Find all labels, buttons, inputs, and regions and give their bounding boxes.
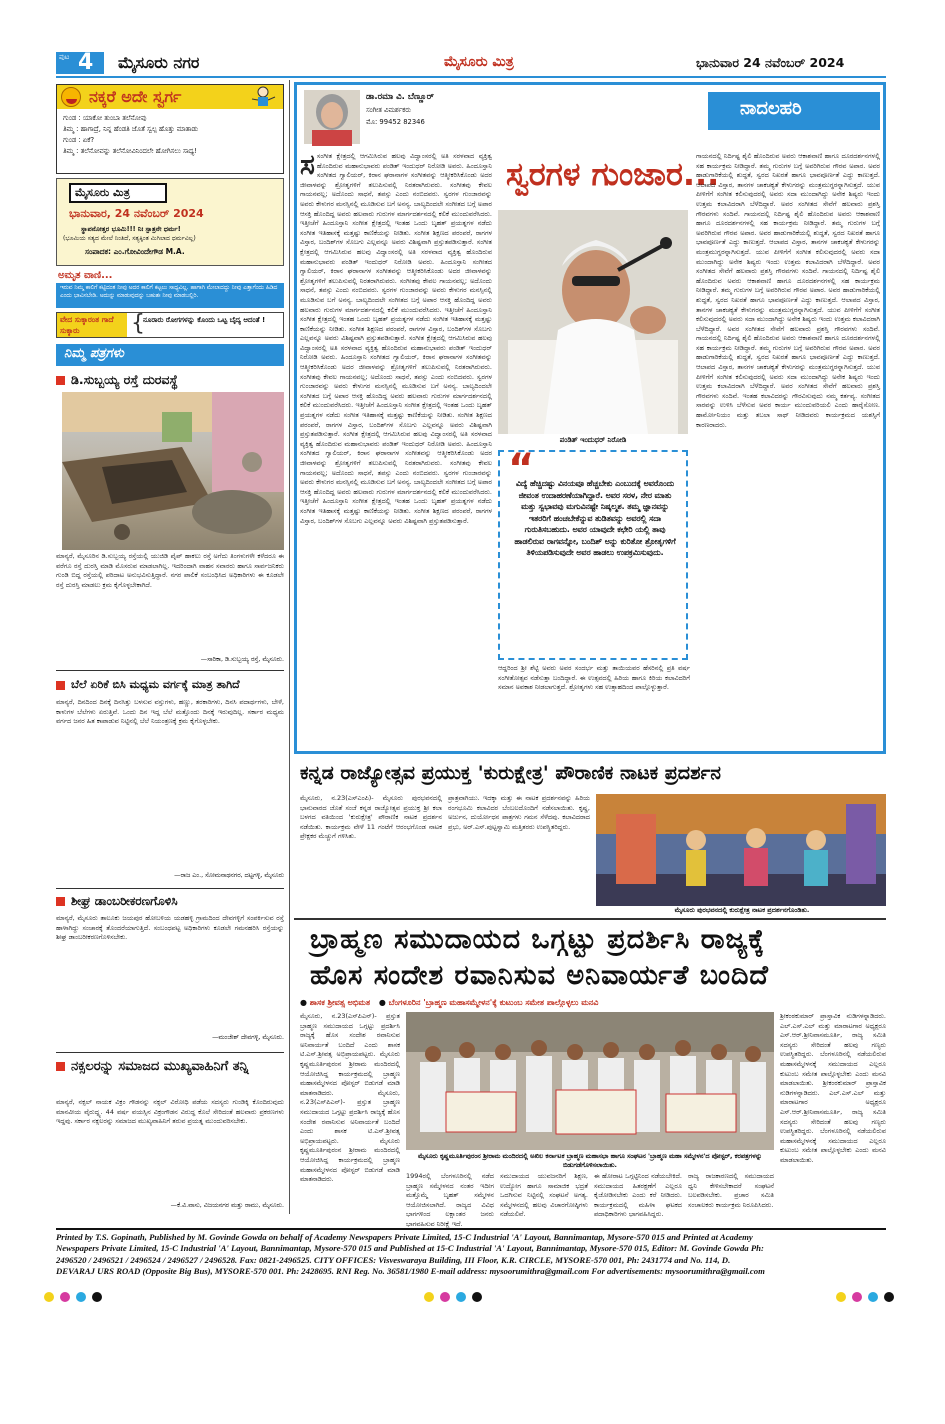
page-header <box>56 52 886 74</box>
pull-quote: ವಿದ್ಯೆ ಹೆಚ್ಚಿದಷ್ಟು ವಿನಯವೂ ಹೆಚ್ಚಬೇಕು ಎಂಬುದಕ್ಕೆ ಅವರೊಂದು ಜೀವಂತ ಉದಾಹರಣೆಯಾಗಿದ್ದಾರೆ. ಅವರ ಸರಳ, ನೇರ ಮಾತು ಮತ್ತು ಸ್ವಭಾವವು ಮಗುವಿನಷ್ಟೇ ನಿಷ್ಕಲ್ಮಶ. ತಮ್ಮ ಜ್ಞಾನವನ್ನು ಇತರರಿಗೆ ಹಂಚಬೇಕೆನ್ನುವ ತುಡಿತವನ್ನು ಅವರಲ್ಲಿ ಸದಾ ಗುರುತಿಸಬಹುದು. ಅವರ ಯಾವುದೇ ಕಛೇರಿ ಯಲ್ಲಿ ತಾವು ಹಾಡಲಿರುವ ರಾಗವನ್ನೋ, ಬಂದಿಶ್ ಅನ್ನು ಕುರಿತೋ ಶ್ರೋತೃಗಳಿಗೆ ತಿಳಿಯಪಡಿಸುವುದೇ ಅವರ ಹಾಡಲು ಉಪಕ್ರಮಿಸುವುದು. <box>514 479 676 557</box>
feature-text: ಗಾಯನದಲ್ಲಿ ನಿರ್ದಿಷ್ಟ ಶೈಲಿ ಹೊಂದಿರುವ ಅವರು ಆಕಾಶವಾಣಿ ಹಾಗೂ ದೂರದರ್ಶನಗಳಲ್ಲಿ ಸಹ ಕಾರ್ಯಕ್ರಮ ನೀಡಿದ್ದಾರೆ. ತಮ್ಮ ಗುರುಗಳ ಬಗ್ಗೆ ಅವರಿಗಿರುವ ಗೌರವ ಅಪಾರ. ಅವರ ಹಾಡುಗಾರಿಕೆಯಲ್ಲಿ ಶುದ್ಧತೆ, ಸ್ವರದ ನಿಖರತೆ ಹಾಗೂ ಭಾವಪೂರ್ಣತೆ ಎದ್ದು ಕಾಣುತ್ತದೆ. ಆಲಾಪದ ವಿಸ್ತಾರ, ತಾನಗಳ ಚಾಕಚಕ್ಯತೆ ಕೇಳುಗರನ್ನು ಮಂತ್ರಮುಗ್ಧರನ್ನಾಗಿಸುತ್ತದೆ. ಯುವ ಪೀಳಿಗೆಗೆ ಸಂಗೀತ ಕಲಿಸುವುದರಲ್ಲಿ ಅವರು ಸದಾ ಮುಂದಾಗಿದ್ದು ಅನೇಕ ಶಿಷ್ಯರು ಇಂದು ಉತ್ತಮ ಕಲಾವಿದರಾಗಿ ಬೆಳೆದಿದ್ದಾರೆ. ಅವರ ಸಂಗೀತದ ಸೇವೆಗೆ ಹಲವಾರು ಪ್ರಶಸ್ತಿ ಗೌರವಗಳು ಸಂದಿವೆ. <box>696 267 880 333</box>
letter-body: ಮಾನ್ಯರೆ, ಮೈಸೂರಿನ ಡಿ.ಸುಬ್ಬಯ್ಯ ರಸ್ತೆಯಲ್ಲಿ ಯುಜಿಡಿ ಪೈಪ್ ಹಾಕಲು ರಸ್ತೆ ಅಗೆದು ತಿಂಗಳುಗಳೇ ಕಳೆದರೂ ಈ ವರೆಗೂ ರಸ್ತೆ ದುರಸ್ತಿ ಮಾಡಿ ಮೊಸರುವ ಮಾಡಲಾಗಿಲ್ಲ. ಇದರಿಂದಾಗಿ ವಾಹನ ಸವಾರರು ಹಾಗೂ ಸಾರ್ವಜನಿಕರು ಗುಂಡಿ ಬಿದ್ದ ರಸ್ತೆಯಲ್ಲಿ ಪರಿದಾಟ ಅನುಭವಿಸುತ್ತಿದ್ದಾರೆ. ನಗರ ಪಾಲಿಕೆ ಸಂಬಂಧಿಸಿದ ಅಧಿಕಾರಿಗಳು ಈ ಕೂಡಲೇ ರಸ್ತೆ ದುರಸ್ತಿ ಮಾಡಲು ಕ್ರಮ ಕೈಗೊಳ್ಳಬೇಕಾಗಿದೆ. <box>56 552 284 589</box>
feature-text: ಗಾಯನದಲ್ಲಿ ನಿರ್ದಿಷ್ಟ ಶೈಲಿ ಹೊಂದಿರುವ ಅವರು ಆಕಾಶವಾಣಿ ಹಾಗೂ ದೂರದರ್ಶನಗಳಲ್ಲಿ ಸಹ ಕಾರ್ಯಕ್ರಮ ನೀಡಿದ್ದಾರೆ. ತಮ್ಮ ಗುರುಗಳ ಬಗ್ಗೆ ಅವರಿಗಿರುವ ಗೌರವ ಅಪಾರ. ಅವರ ಹಾಡುಗಾರಿಕೆಯಲ್ಲಿ ಶುದ್ಧತೆ, ಸ್ವರದ ನಿಖರತೆ ಹಾಗೂ ಭಾವಪೂರ್ಣತೆ ಎದ್ದು ಕಾಣುತ್ತದೆ. ಆಲಾಪದ ವಿಸ್ತಾರ, ತಾನಗಳ ಚಾಕಚಕ್ಯತೆ ಕೇಳುಗರನ್ನು ಮಂತ್ರಮುಗ್ಧರನ್ನಾಗಿಸುತ್ತದೆ. ಯುವ ಪೀಳಿಗೆಗೆ ಸಂಗೀತ ಕಲಿಸುವುದರಲ್ಲಿ ಅವರು ಸದಾ ಮುಂದಾಗಿದ್ದು ಅನೇಕ ಶಿಷ್ಯರು ಇಂದು ಉತ್ತಮ ಕಲಾವಿದರಾಗಿ ಬೆಳೆದಿದ್ದಾರೆ. ಅವರ ಸಂಗೀತದ ಸೇವೆಗೆ ಹಲವಾರು ಪ್ರಶಸ್ತಿ ಗೌರವಗಳು ಸಂದಿವೆ. <box>696 209 880 276</box>
feature-col-2 <box>696 152 880 750</box>
feature-text: ಇಂತಹ ಕಲಾವಿದರನ್ನು ಗೌರವಿಸುವುದು ನಮ್ಮ ಕರ್ತವ್ಯ. ಸಂಗೀತದ ಸಾರವನ್ನು ಉಳಿಸಿ ಬೆಳೆಸುವ ಅವರ ಕಾರ್ಯ ಮುಂದುವರಿಯಲಿ ಎಂದು ಹಾರೈಸೋಣ. ಹಾರ್ಮೋನಿಯಂ ಮತ್ತು ತಬಲಾ ಸಾಥ್ ನೀಡಿದವರು ಕಾರ್ಯಕ್ರಮದ ಯಶಸ್ಸಿಗೆ ಕಾರಣರಾದರು. <box>696 391 880 429</box>
masthead-title: ಮೈಸೂರು ಮಿತ್ರ <box>444 54 514 70</box>
registration-mark <box>456 1292 466 1302</box>
proverb-box <box>56 312 284 338</box>
brahmin-subheads <box>300 998 886 1008</box>
road-damage-photo <box>62 392 284 550</box>
pull-quote-box <box>498 446 688 660</box>
letter-signature: —ರಾಜ ಎಂ., ಸೋಮನಾಥನಗರ, ದಟ್ಟಗಳ್ಳಿ, ಮೈಸೂರು <box>174 872 284 879</box>
drama-photo <box>596 794 886 906</box>
letter-title: ಬೆಲೆ ಏರಿಕೆ ಬಿಸಿ ಮಧ್ಯಮ ವರ್ಗಕ್ಕೆ ಮಾತ್ರ ತಾಗಿದೆ <box>71 678 240 691</box>
feature-text: ಗಾಯನದಲ್ಲಿ ನಿರ್ದಿಷ್ಟ ಶೈಲಿ ಹೊಂದಿರುವ ಅವರು ಆಕಾಶವಾಣಿ ಹಾಗೂ ದೂರದರ್ಶನಗಳಲ್ಲಿ ಸಹ ಕಾರ್ಯಕ್ರಮ ನೀಡಿದ್ದಾರೆ. ತಮ್ಮ ಗುರುಗಳ ಬಗ್ಗೆ ಅವರಿಗಿರುವ ಗೌರವ ಅಪಾರ. ಅವರ ಹಾಡುಗಾರಿಕೆಯಲ್ಲಿ ಶುದ್ಧತೆ, ಸ್ವರದ ನಿಖರತೆ ಹಾಗೂ ಭಾವಪೂರ್ಣತೆ ಎದ್ದು ಕಾಣುತ್ತದೆ. ಆಲಾಪದ ವಿಸ್ತಾರ, ತಾನಗಳ ಚಾಕಚಕ್ಯತೆ ಕೇಳುಗರನ್ನು ಮಂತ್ರಮುಗ್ಧರನ್ನಾಗಿಸುತ್ತದೆ. ಯುವ ಪೀಳಿಗೆಗೆ ಸಂಗೀತ ಕಲಿಸುವುದರಲ್ಲಿ ಅವರು ಸದಾ ಮುಂದಾಗಿದ್ದು ಅನೇಕ ಶಿಷ್ಯರು ಇಂದು ಉತ್ತಮ ಕಲಾವಿದರಾಗಿ ಬೆಳೆದಿದ್ದಾರೆ. ಅವರ ಸಂಗೀತದ ಸೇವೆಗೆ ಹಲವಾರು ಪ್ರಶಸ್ತಿ ಗೌರವಗಳು ಸಂದಿವೆ. <box>696 152 880 218</box>
imprint-footer <box>56 1232 886 1278</box>
letter-body: ಮಾನ್ಯರೆ, ಮೈಸೂರು ತಾಲೂಕು ಜಯಪುರ ಹೋಬಳಿಯ ಯಡಹಳ್ಳಿ ಗ್ರಾಮದಿಂದ ದೇವಗಳ್ಳಿಗೆ ಸಂಪರ್ಕಿಸುವ ರಸ್ತೆ ಹಾಳಾಗಿದ್ದು ಸಂಚಾರಕ್ಕೆ ತೊಂದರೆಯಾಗುತ್ತಿದೆ. ಸಂಬಂಧಪಟ್ಟ ಅಧಿಕಾರಿಗಳು ಕೂಡಲೇ ಗಮನಹರಿಸಿ ರಸ್ತೆಯನ್ನು ಶೀಘ್ರ ಡಾಂಬರೀಕರಣಗೊಳಿಸಬೇಕು. <box>56 914 284 942</box>
dropcap: ಸ <box>300 148 315 181</box>
feature-text: ಸಂಗೀತ ಕ್ಷೇತ್ರದಲ್ಲಿ ಆಗಮಿಸಿರುವ ಹಲವು ವಿದ್ವಾಂಸರಲ್ಲಿ ಅತಿ ಸರಳವಾದ ವ್ಯಕ್ತಿತ್ವ ಹೊಂದಿರುವ ಮಹಾನುಭಾವರು ಪಂಡಿತ್ ಇಂದುಧರ್ ನಿರೋಡಿ ಅವರು. ಹಿಂದೂಸ್ತಾನಿ ಸಂಗೀತದ ಗ್ವಾಲಿಯರ್, ಕಿರಾನ ಘರಾನಾಗಳ ಸಂಗೀತವನ್ನು ಆತ್ಮೀಕರಿಸಿಕೊಂಡು ಅದರ ಜೀವಾಳವನ್ನು ಶ್ರೋತೃಗಳಿಗೆ ತಲುಪಿಸುವಲ್ಲಿ ನಿರತರಾಗಿರುವರು. ಸಂಗೀತವು ಕೇವಲ ಗಾಯನವಲ್ಲ; ಅದೊಂದು ಸಾಧನೆ, ತಪಸ್ಸು ಎಂದು ನಂಬಿದವರು. ಸ್ವರಗಳ ಗುಂಜಾರವನ್ನು ಅವರು ಕೇಳುಗರ ಮನಸ್ಸಿನಲ್ಲಿ ಮೂಡಿಸುವ ಬಗೆ ಅನನ್ಯ. ಬಾಲ್ಯದಿಂದಲೇ ಸಂಗೀತದ ಬಗ್ಗೆ ಅಪಾರ ಆಸಕ್ತಿ ಹೊಂದಿದ್ದ ಅವರು ಹಲವಾರು ಗುರುಗಳ ಮಾರ್ಗದರ್ಶನದಲ್ಲಿ ಕಲಿಕೆ ಮುಂದುವರೆಸಿದರು. ಇತ್ತೀಚೆಗೆ ಹಿಂದೂಸ್ತಾನಿ ಸಂಗೀತ ಕ್ಷೇತ್ರದಲ್ಲಿ ಇಂತಹ ಒಂದು ಬೃಹತ್ ಪ್ರಯತ್ನಗಳ ನಡೆದು ಸಂಗೀತ ಇತಿಹಾಸಕ್ಕೆ ಮತ್ತಷ್ಟು ಕಾಣಿಕೆಯನ್ನು ನೀಡಿತು. ಸಂಗೀತ ಶಿಕ್ಷಣದ ಪರಂಪರೆ, ರಾಗಗಳ ವಿಸ್ತಾರ, ಬಂದಿಶ್‌ಗಳ ಸೊಬಗು ಎಲ್ಲವನ್ನೂ ಅವರು ವಿಶಿಷ್ಟವಾಗಿ ಪ್ರಸ್ತುತಪಡಿಸುತ್ತಾರೆ. <box>300 430 492 525</box>
brahmin-bottom-col-1 <box>406 1172 494 1228</box>
letter-2 <box>56 674 284 886</box>
registration-mark <box>884 1292 894 1302</box>
section-title: ಮೈಸೂರು ನಗರ <box>118 53 200 72</box>
brahmin-bottom-col-3 <box>594 1172 682 1222</box>
bullet-icon <box>56 1062 65 1071</box>
imprint-line: 2496520 / 2496521 / 2496524 / 2496527 / 2496528. Fax: 0821-2496525. CITY OFFICES: Visveswaraya Building, III Floor, K.R. CIRCLE, MYSORE-570 001, Ph: 2431774 and No. 114, D. <box>56 1254 731 1265</box>
page-tag: ಪುಟ <box>59 53 70 61</box>
amrutha-vani-box <box>56 270 284 306</box>
bullet-icon <box>56 681 65 690</box>
registration-mark <box>440 1292 450 1302</box>
proverb-label: ವೇದ ಸುಕ್ಕಾರಂತ ಗಾದೆ ಸುಕ್ಕಾರು <box>57 313 127 337</box>
joke-box <box>56 84 284 174</box>
letter-signature: —ಕೆ.ವಿ.ವಾಸು, ವಿಜಯನಗರ ಮತ್ತು ರಾಮು, ಮೈಸೂರು. <box>170 1202 284 1209</box>
column-title-bar <box>708 92 880 130</box>
bullet-icon <box>56 897 65 906</box>
masthead-line-2: (ಭೂಮಿಯ ಸತ್ಯದ ಮೇಲೆ ನಿಂತಿದೆ, ಸತ್ಯಕ್ಕಿಂತ ಮಿಗಿಲಾದ ಧರ್ಮವಿಲ್ಲ) <box>63 235 196 242</box>
registration-mark <box>868 1292 878 1302</box>
author-box <box>300 88 530 146</box>
brahmin-bottom-col-2 <box>500 1172 588 1222</box>
bullet-icon: ● <box>300 998 307 1007</box>
registration-mark <box>92 1292 102 1302</box>
brahmin-left-col <box>300 1012 400 1222</box>
brahmin-text: ಶ್ರೀಕಂಠಕುಮಾರ್ ಪ್ರಾಸ್ತಾವಿಕ ನುಡಿಗಳನ್ನಾಡಿದರು. ಎಲ್.ಎಸ್.ಎಲ್ ಮತ್ತು ಮಾರಾಟಗಾರ ಅಧ್ಯಕ್ಷರೂ ಎಸ್.ಆರ್.ಶ್ರೀನಿವಾಸಮೂರ್ತಿ, ರಾಜ್ಯ ಸಮಿತಿ ಸದಸ್ಯರು ಸೇರಿದಂತೆ ಹಲವು ಗಣ್ಯರು ಉಪಸ್ಥಿತರಿದ್ದರು. ಬೆಂಗಳೂರಿನಲ್ಲಿ ನಡೆಯಲಿರುವ ಮಹಾಸಮ್ಮೇಳನಕ್ಕೆ ಸಮುದಾಯದ ಎಲ್ಲರೂ ಕುಟುಂಬ ಸಮೇತ ಪಾಲ್ಗೊಳ್ಳಬೇಕು ಎಂದು ಮನವಿ ಮಾಡಲಾಯಿತು. <box>780 1079 886 1164</box>
brahmin-text: ಸಮುದಾಯದ ಯುವಜನರಿಗೆ ಶಿಕ್ಷಣ, ಉದ್ಯೋಗ ಹಾಗೂ ಸಾಮಾಜಿಕ ಭದ್ರತೆ ಒದಗಿಸುವ ನಿಟ್ಟಿನಲ್ಲಿ ಸಂಘಟನೆ ಅಗತ್ಯ. ಸಮ್ಮೇಳನದಲ್ಲಿ ಹಲವು ವಿಚಾರಗೋಷ್ಠಿಗಳು ನಡೆಯಲಿವೆ. <box>500 1172 588 1219</box>
author-name: ಡಾ.ರಮಾ ವಿ. ಬೆಣ್ಣೂರ್ <box>366 92 434 102</box>
cartoon-figure-icon <box>247 86 277 108</box>
joke-line: ತಿಮ್ಮ : ತಲೆನೋವನ್ನು ತಲೆನೋವಿನಿಂದಲೇ ಹೋಗಿಸಲು ಸಾಧ್ಯ! <box>63 147 197 155</box>
quote-mark-icon: “ <box>508 446 535 492</box>
letter-3 <box>56 890 284 1050</box>
feature-photo <box>498 210 688 434</box>
brahmin-event-photo <box>406 1012 774 1150</box>
letters-header-title: ನಿಮ್ಮ ಪತ್ರಗಳು <box>64 346 124 361</box>
drama-text: ಪ್ರಾತ್ರವಾಗಿಯು. ಇದಕ್ಕಾ ಮತ್ತು ಈ ನಾಟಕ ಪ್ರದರ್ಶನವನ್ನು ಹಿರಿಯ ರಂಗಭೂಮಿ ಕಲಾವಿದರ ಬೆಂಬಲದೊಂದಿಗೆ ನಡೆಸಲಾಯಿತು. ಕೃಷ್ಣ, ಅರ್ಜುನ, ದುರ್ಯೋಧನ ಪಾತ್ರಗಳು ಗಮನ ಸೆಳೆದವು. ಕಲಾವಿದರಾದ ಪ್ರಭು, ಅರ್.ಎಸ್.ಪುಟ್ಟಸ್ವಾಮಿ ಮತ್ತಿತರರು ಉಪಸ್ಥಿತರಿದ್ದರು. <box>448 794 590 831</box>
feature-headline: ಸ್ವರಗಳ ಗುಂಜಾರ... <box>506 155 720 193</box>
header-date: ಭಾನುವಾರ 24 ನವೆಂಬರ್ 2024 <box>696 55 845 70</box>
masthead-box <box>56 178 284 266</box>
imprint-line: Newspapers Private Limited, 15-C Industrial 'A' Layout, Bannimantap, Mysore-570 015 and Published at 15-C Industrial 'A' Layout, Bannimantap, Mysore-570 015, Editor: M. Govinde Gowda Ph: <box>56 1243 764 1254</box>
letter-title: ನಕ್ಸಲರನ್ನು ಸಮಾಜದ ಮುಖ್ಯವಾಹಿನಿಗೆ ತನ್ನಿ <box>71 1059 249 1074</box>
masthead-logo-box <box>69 183 167 203</box>
bullet-icon <box>56 376 65 385</box>
drama-text: ಮೈಸೂರು, ನ.23(ಎಸ್‌ಎಂಪಿ)- ಮೈಸೂರು ಪುರಭವನದಲ್ಲಿ ಭಾನುವಾರದ ಜೊತೆ ಸಂಜೆ ಕನ್ನಡ ರಾಜ್ಯೋತ್ಸವ ಪ್ರಯುಕ್ತ ಶ್ರೀ ಕಲಾ ಬಳಗದ ವತಿಯಿಂದ 'ಕುರುಕ್ಷೇತ್ರ' ಪೌರಾಣಿಕ ನಾಟಕ ಪ್ರದರ್ಶನ ನಡೆಯಿತು. ಕಾರ್ಯಕ್ರಮ ವೇಳೆ 11 ಗಂಟೆಗೆ ಆರಂಭಗೊಂಡ ನಾಟಕ ಪ್ರೇಕ್ಷಕರ ಮೆಚ್ಚುಗೆ ಗಳಿಸಿತು. <box>300 794 442 841</box>
drama-photo-caption: ಮೈಸೂರು ಪುರಭವನದಲ್ಲಿ ಕುರುಕ್ಷೇತ್ರ ನಾಟಕ ಪ್ರದರ್ಶನಗೊಂಡಿತು. <box>674 906 810 914</box>
joke-line: ಗುಂಡ : ಏಕೆ? <box>63 136 95 144</box>
letter-signature: —ಮಂಜೇಶ್ ದೇವಗಳ್ಳಿ, ಮೈಸೂರು. <box>212 1034 284 1041</box>
imprint-line: DEVARAJ URS ROAD (Opposite Big Bus), MYSORE-570 001. Ph: 2428695. RNI Reg. No. 36581/1980 E-mail address: mysoorumithra@gmail.com For advertisements: mysoorumithra@gmail.com <box>56 1266 765 1277</box>
bullet-icon: ● <box>378 998 386 1007</box>
brahmin-text: ಮೈಸೂರು, ನ.23(ಎಸ್‌ಪಿಎನ್)- ಪ್ರಸ್ತುತ ಬ್ರಾಹ್ಮಣ ಸಮುದಾಯದ ಒಗ್ಗಟ್ಟು ಪ್ರದರ್ಶಿಸಿ ರಾಜ್ಯಕ್ಕೆ ಹೊಸ ಸಂದೇಶ ರವಾನಿಸುವ ಅನಿವಾರ್ಯತೆ ಬಂದಿದೆ ಎಂದು ಶಾಸಕ ಟಿ.ಎಸ್.ಶ್ರೀವತ್ಸ ಅಭಿಪ್ರಾಯಪಟ್ಟರು. ಮೈಸೂರು ಕೃಷ್ಣಮೂರ್ತಿಪುರಂನ ಶ್ರೀರಾಮ ಮಂದಿರದಲ್ಲಿ ಆಯೋಜಿಸಿದ್ದ ಕಾರ್ಯಕ್ರಮದಲ್ಲಿ ಬ್ರಾಹ್ಮಣ ಮಹಾಸಮ್ಮೇಳನದ ಪೋಸ್ಟರ್ ಬಿಡುಗಡೆ ಮಾಡಿ ಮಾತನಾಡಿದರು. <box>300 1012 400 1097</box>
letter-body: ಮಾನ್ಯರೆ, ದಿನದಿಂದ ದಿನಕ್ಕೆ ದಿನಸಿತ್ತು ಬಳಸುವ ವಸ್ತುಗಳು, ಹಣ್ಣು, ತರಕಾರಿಗಳು, ದಿನಸಿ ಪದಾರ್ಥಗಳು, ಬೇಳೆ, ಕಾಳುಗಳ ಬೆಲೆಗಳು ಏರುತ್ತಿವೆ. ಒಂದು ದಿನ ಇದ್ದ ಬೆಲೆ ಮತ್ತೊಂದು ದಿನಕ್ಕೆ ಇರುವುದಿಲ್ಲ. ಸರ್ಕಾರ ಮಧ್ಯಮ ವರ್ಗದ ಜನರ ಹಿತ ಕಾಪಾಡುವ ನಿಟ್ಟಿನಲ್ಲಿ ಬೆಲೆ ನಿಯಂತ್ರಣಕ್ಕೆ ಕ್ರಮ ಕೈಗೊಳ್ಳಬೇಕು. <box>56 698 284 726</box>
masthead-box-date: ಭಾನುವಾರ, 24 ನವೆಂಬರ್ 2024 <box>69 207 204 220</box>
page-number: 4 <box>78 50 94 75</box>
registration-mark <box>472 1292 482 1302</box>
masthead-editor: ಸಂಪಾದಕ: ಎಂ.ಗೋವಿಂದೇಗೌಡ M.A. <box>85 247 185 256</box>
joke-line: ಗುಂಡ : ಯಾಕೋ ತುಂಬಾ ತಲೆನೋವು <box>63 114 147 122</box>
author-role: ಸಂಗೀತ ವಿಮರ್ಶಕರು <box>366 106 411 114</box>
feature-text: ಸಂಗೀತ ಕ್ಷೇತ್ರದಲ್ಲಿ ಆಗಮಿಸಿರುವ ಹಲವು ವಿದ್ವಾಂಸರಲ್ಲಿ ಅತಿ ಸರಳವಾದ ವ್ಯಕ್ತಿತ್ವ ಹೊಂದಿರುವ ಮಹಾನುಭಾವರು ಪಂಡಿತ್ ಇಂದುಧರ್ ನಿರೋಡಿ ಅವರು. ಹಿಂದೂಸ್ತಾನಿ ಸಂಗೀತದ ಗ್ವಾಲಿಯರ್, ಕಿರಾನ ಘರಾನಾಗಳ ಸಂಗೀತವನ್ನು ಆತ್ಮೀಕರಿಸಿಕೊಂಡು ಅದರ ಜೀವಾಳವನ್ನು ಶ್ರೋತೃಗಳಿಗೆ ತಲುಪಿಸುವಲ್ಲಿ ನಿರತರಾಗಿರುವರು. ಸಂಗೀತವು ಕೇವಲ ಗಾಯನವಲ್ಲ; ಅದೊಂದು ಸಾಧನೆ, ತಪಸ್ಸು ಎಂದು ನಂಬಿದವರು. ಸ್ವರಗಳ ಗುಂಜಾರವನ್ನು ಅವರು ಕೇಳುಗರ ಮನಸ್ಸಿನಲ್ಲಿ ಮೂಡಿಸುವ ಬಗೆ ಅನನ್ಯ. ಬಾಲ್ಯದಿಂದಲೇ ಸಂಗೀತದ ಬಗ್ಗೆ ಅಪಾರ ಆಸಕ್ತಿ ಹೊಂದಿದ್ದ ಅವರು ಹಲವಾರು ಗುರುಗಳ ಮಾರ್ಗದರ್ಶನದಲ್ಲಿ ಕಲಿಕೆ ಮುಂದುವರೆಸಿದರು. ಇತ್ತೀಚೆಗೆ ಹಿಂದೂಸ್ತಾನಿ ಸಂಗೀತ ಕ್ಷೇತ್ರದಲ್ಲಿ ಇಂತಹ ಒಂದು ಬೃಹತ್ ಪ್ರಯತ್ನಗಳ ನಡೆದು ಸಂಗೀತ ಇತಿಹಾಸಕ್ಕೆ ಮತ್ತಷ್ಟು ಕಾಣಿಕೆಯನ್ನು ನೀಡಿತು. ಸಂಗೀತ ಶಿಕ್ಷಣದ ಪರಂಪರೆ, ರಾಗಗಳ ವಿಸ್ತಾರ, ಬಂದಿಶ್‌ಗಳ ಸೊಬಗು ಎಲ್ಲವನ್ನೂ ಅವರು ವಿಶಿಷ್ಟವಾಗಿ ಪ್ರಸ್ತುತಪಡಿಸುತ್ತಾರೆ. <box>300 238 492 343</box>
proverb-text: ನೂರಾರು ರೋಗಗಳನ್ನು ಕೊಂದು ಒಟ್ಟ ಬೈದ್ಯ ಆದಂತೆ ! <box>143 316 266 324</box>
registration-mark <box>836 1292 846 1302</box>
brahmin-text: ರಾಜ್ಯ ರಾಜಕಾರಣದಲ್ಲಿ ಸಮುದಾಯದ ಧ್ವನಿ ಕೇಳಿಸಬೇಕಾದರೆ ಸಂಘಟನೆ ಬಲಪಡಿಸಬೇಕು. ಪ್ರಚಾರ ಸಮಿತಿ ಸಂಚಾಲಕರು ಕಾರ್ಯಕ್ರಮ ನಿರೂಪಿಸಿದರು. <box>688 1172 774 1209</box>
feature-text: ಗಾಯನದಲ್ಲಿ ನಿರ್ದಿಷ್ಟ ಶೈಲಿ ಹೊಂದಿರುವ ಅವರು ಆಕಾಶವಾಣಿ ಹಾಗೂ ದೂರದರ್ಶನಗಳಲ್ಲಿ ಸಹ ಕಾರ್ಯಕ್ರಮ ನೀಡಿದ್ದಾರೆ. ತಮ್ಮ ಗುರುಗಳ ಬಗ್ಗೆ ಅವರಿಗಿರುವ ಗೌರವ ಅಪಾರ. ಅವರ ಹಾಡುಗಾರಿಕೆಯಲ್ಲಿ ಶುದ್ಧತೆ, ಸ್ವರದ ನಿಖರತೆ ಹಾಗೂ ಭಾವಪೂರ್ಣತೆ ಎದ್ದು ಕಾಣುತ್ತದೆ. ಆಲಾಪದ ವಿಸ್ತಾರ, ತಾನಗಳ ಚಾಕಚಕ್ಯತೆ ಕೇಳುಗರನ್ನು ಮಂತ್ರಮುಗ್ಧರನ್ನಾಗಿಸುತ್ತದೆ. ಯುವ ಪೀಳಿಗೆಗೆ ಸಂಗೀತ ಕಲಿಸುವುದರಲ್ಲಿ ಅವರು ಸದಾ ಮುಂದಾಗಿದ್ದು ಅನೇಕ ಶಿಷ್ಯರು ಇಂದು ಉತ್ತಮ ಕಲಾವಿದರಾಗಿ ಬೆಳೆದಿದ್ದಾರೆ. ಅವರ ಸಂಗೀತದ ಸೇವೆಗೆ ಹಲವಾರು ಪ್ರಶಸ್ತಿ ಗೌರವಗಳು ಸಂದಿವೆ. <box>696 334 880 400</box>
masthead-logo: ಮೈಸೂರು ಮಿತ್ರ <box>75 186 130 199</box>
registration-mark <box>424 1292 434 1302</box>
feature-photo-caption: ಪಂಡಿತ್ ಇಂದುಧರ್ ನಿರೋಡಿ <box>559 436 627 444</box>
registration-mark <box>60 1292 70 1302</box>
registration-mark <box>852 1292 862 1302</box>
feature-text: ಆದ್ದರಿಂದ ಶ್ರೀ ಶೆಟ್ಟಿ ಅವರು ಅವರ ಸಂದರ್ಭ ಮತ್ತು ತಾಯಿಯವರ ಹೆಸರಿನಲ್ಲಿ ಪ್ರತಿ ವರ್ಷ ಸಂಗೀತೋತ್ಸವ ನಡೆಸುತ್ತಾ ಬಂದಿದ್ದಾರೆ. ಈ ಉತ್ಸವದಲ್ಲಿ ಹಿರಿಯ ಹಾಗೂ ಕಿರಿಯ ಕಲಾವಿದರಿಗೆ ಸಮಾನ ಅವಕಾಶ ನೀಡಲಾಗುತ್ತದೆ. ಶ್ರೋತೃಗಳು ಸಹ ಉತ್ಸಾಹದಿಂದ ಪಾಲ್ಗೊಳ್ಳುತ್ತಾರೆ. <box>498 664 690 692</box>
brahmin-sub-2: ಬೆಂಗಳೂರಿನ 'ಬ್ರಾಹ್ಮಣ ಮಹಾಸಮ್ಮೇಳನ'ಕ್ಕೆ ಕುಟುಂಬ ಸಮೇತ ಪಾಲ್ಗೊಳ್ಳಲು ಮನವಿ <box>388 998 599 1007</box>
laughing-face-icon <box>61 87 81 107</box>
brahmin-text: 1994ರಲ್ಲಿ ಬೆಂಗಳೂರಿನಲ್ಲಿ ನಡೆದ ಬ್ರಾಹ್ಮಣ ಸಮ್ಮೇಳನದ ನಂತರ ಇದೀಗ ಮತ್ತೊಮ್ಮೆ ಬೃಹತ್ ಸಮ್ಮೇಳನ ಆಯೋಜಿಸಲಾಗಿದೆ. ರಾಜ್ಯದ ವಿವಿಧ ಭಾಗಗಳಿಂದ ಲಕ್ಷಾಂತರ ಜನರು ಭಾಗವಹಿಸುವ ನಿರೀಕ್ಷೆ ಇದೆ. <box>406 1172 494 1228</box>
brahmin-bottom-col-4 <box>688 1172 774 1222</box>
masthead-line-1: ಸ್ಥಾಪನೋತ್ತರ ಭೂಮಿ!!! ನಿಃ ಸ್ಪಾತ್ರನೇ ಧರ್ಮ! <box>81 225 181 233</box>
amrutha-text: ಇರುವ ನಿಮ್ಮ ಕಾಲಿಗೆ ಕಟ್ಟಿದಂತ ನೀವು ಅದರ ಕಾಲಿಗೆ ಕಟ್ಟಲು ಸಾಧ್ಯವಿಲ್ಲ. ಹಾಗಾಗಿ ಮೇಲಾದದ್ದು ನೀವು ಎತ್ತಾಗೆಂದು ಹಿಡಿದ ಎಂದು ಭಾವಿಸಬೇಡಿ. ಅದುನ್ನು ಮಾಡುವುದನ್ನು ಬಹುಶಃ ನೀವು ಮಾಡಬಲ್ಲಿರಿ. <box>56 283 284 308</box>
brahmin-headline-2: ಹೊಸ ಸಂದೇಶ ರವಾನಿಸುವ ಅನಿವಾರ್ಯತೆ ಬಂದಿದೆ <box>310 960 769 991</box>
registration-mark <box>76 1292 86 1302</box>
letters-header <box>56 344 284 366</box>
column-title: ನಾದಲಹರಿ <box>740 98 802 119</box>
brahmin-text: ಈ ಹೋರಾಟ ಒಗ್ಗಟ್ಟಿನಿಂದ ನಡೆಯಬೇಕಿದೆ. ಸಮುದಾಯದ ಹಿತರಕ್ಷಣೆಗೆ ಎಲ್ಲರೂ ಕೈಜೋಡಿಸಬೇಕು ಎಂದು ಕರೆ ನೀಡಿದರು. ಕಾರ್ಯಕ್ರಮದಲ್ಲಿ ಮಹಿಳಾ ಘಟಕದ ಪದಾಧಿಕಾರಿಗಳು ಭಾಗವಹಿಸಿದ್ದರು. <box>594 1172 682 1219</box>
letter-body: ಮಾನ್ಯರೆ, ನಕ್ಸಲ್ ನಾಯಕ ವಿಕ್ರಂ ಗೌಡನನ್ನು ನಕ್ಸಲ್ ವಿರೋಧಿ ಪಡೆಯ ಸದಸ್ಯರು ಗುಂಡಿಕ್ಕಿ ಕೊಂದಿರುವುದು ಮಾನವೀಯ ವೈರುದ್ಧ್ಯ. 44 ವರ್ಷ ವಯಸ್ಸಿನ ವಿಕ್ರಂಗೌಡನ ವಿರುದ್ಧ ಕೊಲೆ ಸೇರಿದಂತೆ ಹಲವಾರು ಪ್ರಕರಣಗಳು ಇದ್ದವು. ಸರ್ಕಾರ ನಕ್ಸಲರನ್ನು ಸಮಾಜದ ಮುಖ್ಯವಾಹಿನಿಗೆ ತರುವ ಪ್ರಯತ್ನ ಮುಂದುವರಿಸಬೇಕು. <box>56 1098 284 1126</box>
drama-col-1 <box>300 794 442 916</box>
brahmin-sub-1: ಶಾಸಕ ಶ್ರೀವತ್ಸ ಅಭಿಮತ <box>309 998 371 1007</box>
feature-col-3 <box>498 664 690 750</box>
feature-col-1 <box>300 148 492 750</box>
letter-signature: —ಸಾರಿಕಾ, ಡಿ.ಸುಬ್ಬಯ್ಯ ರಸ್ತೆ, ಮೈಸೂರು. <box>200 656 284 663</box>
letter-title: ಶೀಘ್ರ ಡಾಂಬರೀಕರಣಗೊಳಿಸಿ <box>71 894 178 908</box>
drama-col-2 <box>448 794 590 916</box>
brahmin-photo-caption: ಮೈಸೂರು ಕೃಷ್ಣಮೂರ್ತಿಪುರಂನ ಶ್ರೀರಾಮ ಮಂದಿರದಲ್ಲಿ ಅಖಿಲ ಕರ್ನಾಟಕ ಬ್ರಾಹ್ಮಣ ಮಹಾಸಭಾ ಹಾಗೂ ಸಂಘಟನ 'ಬ್ರಾಹ್ಮಣ ಮಹಾ ಸಮ್ಮೇಳನ'ದ ಪೋಸ್ಟರ್, ಕರಪತ್ರಗಳನ್ನು ಬಿಡುಗಡೆಗೊಳಿಸಲಾಯಿತು. <box>417 1152 763 1169</box>
brahmin-right-col <box>780 1012 886 1222</box>
brahmin-headline-1: ಬ್ರಾಹ್ಮಣ ಸಮುದಾಯದ ಒಗ್ಗಟ್ಟು ಪ್ರದರ್ಶಿಸಿ ರಾಜ್ಯಕ್ಕೆ <box>310 924 766 955</box>
letter-4 <box>56 1054 284 1214</box>
joke-line: ತಿಮ್ಮ : ಹಾಗಾದ್ರೆ, ನಿನ್ನ ಹೆಂಡತಿ ಜೊತೆ ಸ್ವಲ್ಪ ಹೊತ್ತು ಮಾತಾಡು <box>63 125 199 133</box>
page-number-badge <box>56 52 104 74</box>
joke-lines <box>63 113 279 157</box>
letter-1 <box>56 368 284 668</box>
brahmin-text: ಶ್ರೀಕಂಠಕುಮಾರ್ ಪ್ರಾಸ್ತಾವಿಕ ನುಡಿಗಳನ್ನಾಡಿದರು. ಎಲ್.ಎಸ್.ಎಲ್ ಮತ್ತು ಮಾರಾಟಗಾರ ಅಧ್ಯಕ್ಷರೂ ಎಸ್.ಆರ್.ಶ್ರೀನಿವಾಸಮೂರ್ತಿ, ರಾಜ್ಯ ಸಮಿತಿ ಸದಸ್ಯರು ಸೇರಿದಂತೆ ಹಲವು ಗಣ್ಯರು ಉಪಸ್ಥಿತರಿದ್ದರು. ಬೆಂಗಳೂರಿನಲ್ಲಿ ನಡೆಯಲಿರುವ ಮಹಾಸಮ್ಮೇಳನಕ್ಕೆ ಸಮುದಾಯದ ಎಲ್ಲರೂ ಕುಟುಂಬ ಸಮೇತ ಪಾಲ್ಗೊಳ್ಳಬೇಕು ಎಂದು ಮನವಿ ಮಾಡಲಾಯಿತು. <box>780 1012 886 1088</box>
brahmin-text: ಮೈಸೂರು, ನ.23(ಎಸ್‌ಪಿಎನ್)- ಪ್ರಸ್ತುತ ಬ್ರಾಹ್ಮಣ ಸಮುದಾಯದ ಒಗ್ಗಟ್ಟು ಪ್ರದರ್ಶಿಸಿ ರಾಜ್ಯಕ್ಕೆ ಹೊಸ ಸಂದೇಶ ರವಾನಿಸುವ ಅನಿವಾರ್ಯತೆ ಬಂದಿದೆ ಎಂದು ಶಾಸಕ ಟಿ.ಎಸ್.ಶ್ರೀವತ್ಸ ಅಭಿಪ್ರಾಯಪಟ್ಟರು. ಮೈಸೂರು ಕೃಷ್ಣಮೂರ್ತಿಪುರಂನ ಶ್ರೀರಾಮ ಮಂದಿರದಲ್ಲಿ ಆಯೋಜಿಸಿದ್ದ ಕಾರ್ಯಕ್ರಮದಲ್ಲಿ ಬ್ರಾಹ್ಮಣ ಮಹಾಸಮ್ಮೇಳನದ ಪೋಸ್ಟರ್ ಬಿಡುಗಡೆ ಮಾಡಿ ಮಾತನಾಡಿದರು. <box>300 1088 400 1184</box>
author-photo <box>304 90 360 144</box>
imprint-line: Printed by T.S. Gopinath, Published by M. Govinde Gowda on behalf of Academy Newspapers Private Limited, 15-C Industrial 'A' Layout, Bannimantap, Mysore-570 015 and Printed at Academy <box>56 1232 753 1242</box>
letter-title: ಡಿ.ಸುಬ್ಬಯ್ಯ ರಸ್ತೆ ದುರವಸ್ಥೆ <box>71 372 178 387</box>
feature-text: ಸಂಗೀತ ಕ್ಷೇತ್ರದಲ್ಲಿ ಆಗಮಿಸಿರುವ ಹಲವು ವಿದ್ವಾಂಸರಲ್ಲಿ ಅತಿ ಸರಳವಾದ ವ್ಯಕ್ತಿತ್ವ ಹೊಂದಿರುವ ಮಹಾನುಭಾವರು ಪಂಡಿತ್ ಇಂದುಧರ್ ನಿರೋಡಿ ಅವರು. ಹಿಂದೂಸ್ತಾನಿ ಸಂಗೀತದ ಗ್ವಾಲಿಯರ್, ಕಿರಾನ ಘರಾನಾಗಳ ಸಂಗೀತವನ್ನು ಆತ್ಮೀಕರಿಸಿಕೊಂಡು ಅದರ ಜೀವಾಳವನ್ನು ಶ್ರೋತೃಗಳಿಗೆ ತಲುಪಿಸುವಲ್ಲಿ ನಿರತರಾಗಿರುವರು. ಸಂಗೀತವು ಕೇವಲ ಗಾಯನವಲ್ಲ; ಅದೊಂದು ಸಾಧನೆ, ತಪಸ್ಸು ಎಂದು ನಂಬಿದವರು. ಸ್ವರಗಳ ಗುಂಜಾರವನ್ನು ಅವರು ಕೇಳುಗರ ಮನಸ್ಸಿನಲ್ಲಿ ಮೂಡಿಸುವ ಬಗೆ ಅನನ್ಯ. ಬಾಲ್ಯದಿಂದಲೇ ಸಂಗೀತದ ಬಗ್ಗೆ ಅಪಾರ ಆಸಕ್ತಿ ಹೊಂದಿದ್ದ ಅವರು ಹಲವಾರು ಗುರುಗಳ ಮಾರ್ಗದರ್ಶನದಲ್ಲಿ ಕಲಿಕೆ ಮುಂದುವರೆಸಿದರು. ಇತ್ತೀಚೆಗೆ ಹಿಂದೂಸ್ತಾನಿ ಸಂಗೀತ ಕ್ಷೇತ್ರದಲ್ಲಿ ಇಂತಹ ಒಂದು ಬೃಹತ್ ಪ್ರಯತ್ನಗಳ ನಡೆದು ಸಂಗೀತ ಇತಿಹಾಸಕ್ಕೆ ಮತ್ತಷ್ಟು ಕಾಣಿಕೆಯನ್ನು ನೀಡಿತು. ಸಂಗೀತ ಶಿಕ್ಷಣದ ಪರಂಪರೆ, ರಾಗಗಳ ವಿಸ್ತಾರ, ಬಂದಿಶ್‌ಗಳ ಸೊಬಗು ಎಲ್ಲವನ್ನೂ ಅವರು ವಿಶಿಷ್ಟವಾಗಿ ಪ್ರಸ್ತುತಪಡಿಸುತ್ತಾರೆ. <box>300 152 492 247</box>
amrutha-title: ಅಮೃತ ವಾಣಿ... <box>58 270 113 281</box>
proverb-brace: { <box>131 311 145 336</box>
joke-title: ನಕ್ಕರೆ ಅದೇ ಸ್ವರ್ಗ <box>89 87 182 106</box>
feature-text: ಸಂಗೀತ ಕ್ಷೇತ್ರದಲ್ಲಿ ಆಗಮಿಸಿರುವ ಹಲವು ವಿದ್ವಾಂಸರಲ್ಲಿ ಅತಿ ಸರಳವಾದ ವ್ಯಕ್ತಿತ್ವ ಹೊಂದಿರುವ ಮಹಾನುಭಾವರು ಪಂಡಿತ್ ಇಂದುಧರ್ ನಿರೋಡಿ ಅವರು. ಹಿಂದೂಸ್ತಾನಿ ಸಂಗೀತದ ಗ್ವಾಲಿಯರ್, ಕಿರಾನ ಘರಾನಾಗಳ ಸಂಗೀತವನ್ನು ಆತ್ಮೀಕರಿಸಿಕೊಂಡು ಅದರ ಜೀವಾಳವನ್ನು ಶ್ರೋತೃಗಳಿಗೆ ತಲುಪಿಸುವಲ್ಲಿ ನಿರತರಾಗಿರುವರು. ಸಂಗೀತವು ಕೇವಲ ಗಾಯನವಲ್ಲ; ಅದೊಂದು ಸಾಧನೆ, ತಪಸ್ಸು ಎಂದು ನಂಬಿದವರು. ಸ್ವರಗಳ ಗುಂಜಾರವನ್ನು ಅವರು ಕೇಳುಗರ ಮನಸ್ಸಿನಲ್ಲಿ ಮೂಡಿಸುವ ಬಗೆ ಅನನ್ಯ. ಬಾಲ್ಯದಿಂದಲೇ ಸಂಗೀತದ ಬಗ್ಗೆ ಅಪಾರ ಆಸಕ್ತಿ ಹೊಂದಿದ್ದ ಅವರು ಹಲವಾರು ಗುರುಗಳ ಮಾರ್ಗದರ್ಶನದಲ್ಲಿ ಕಲಿಕೆ ಮುಂದುವರೆಸಿದರು. ಇತ್ತೀಚೆಗೆ ಹಿಂದೂಸ್ತಾನಿ ಸಂಗೀತ ಕ್ಷೇತ್ರದಲ್ಲಿ ಇಂತಹ ಒಂದು ಬೃಹತ್ ಪ್ರಯತ್ನಗಳ ನಡೆದು ಸಂಗೀತ ಇತಿಹಾಸಕ್ಕೆ ಮತ್ತಷ್ಟು ಕಾಣಿಕೆಯನ್ನು ನೀಡಿತು. ಸಂಗೀತ ಶಿಕ್ಷಣದ ಪರಂಪರೆ, ರಾಗಗಳ ವಿಸ್ತಾರ, ಬಂದಿಶ್‌ಗಳ ಸೊಬಗು ಎಲ್ಲವನ್ನೂ ಅವರು ವಿಶಿಷ್ಟವಾಗಿ ಪ್ರಸ್ತುತಪಡಿಸುತ್ತಾರೆ. <box>300 334 492 439</box>
joke-title-bar <box>57 85 283 109</box>
drama-headline: ಕನ್ನಡ ರಾಜ್ಯೋತ್ಸವ ಪ್ರಯುಕ್ತ 'ಕುರುಕ್ಷೇತ್ರ' ಪೌರಾಣಿಕ ನಾಟಕ ಪ್ರದರ್ಶನ <box>300 762 721 784</box>
registration-mark <box>44 1292 54 1302</box>
author-phone: ಮೊ: 99452 82346 <box>366 118 425 126</box>
